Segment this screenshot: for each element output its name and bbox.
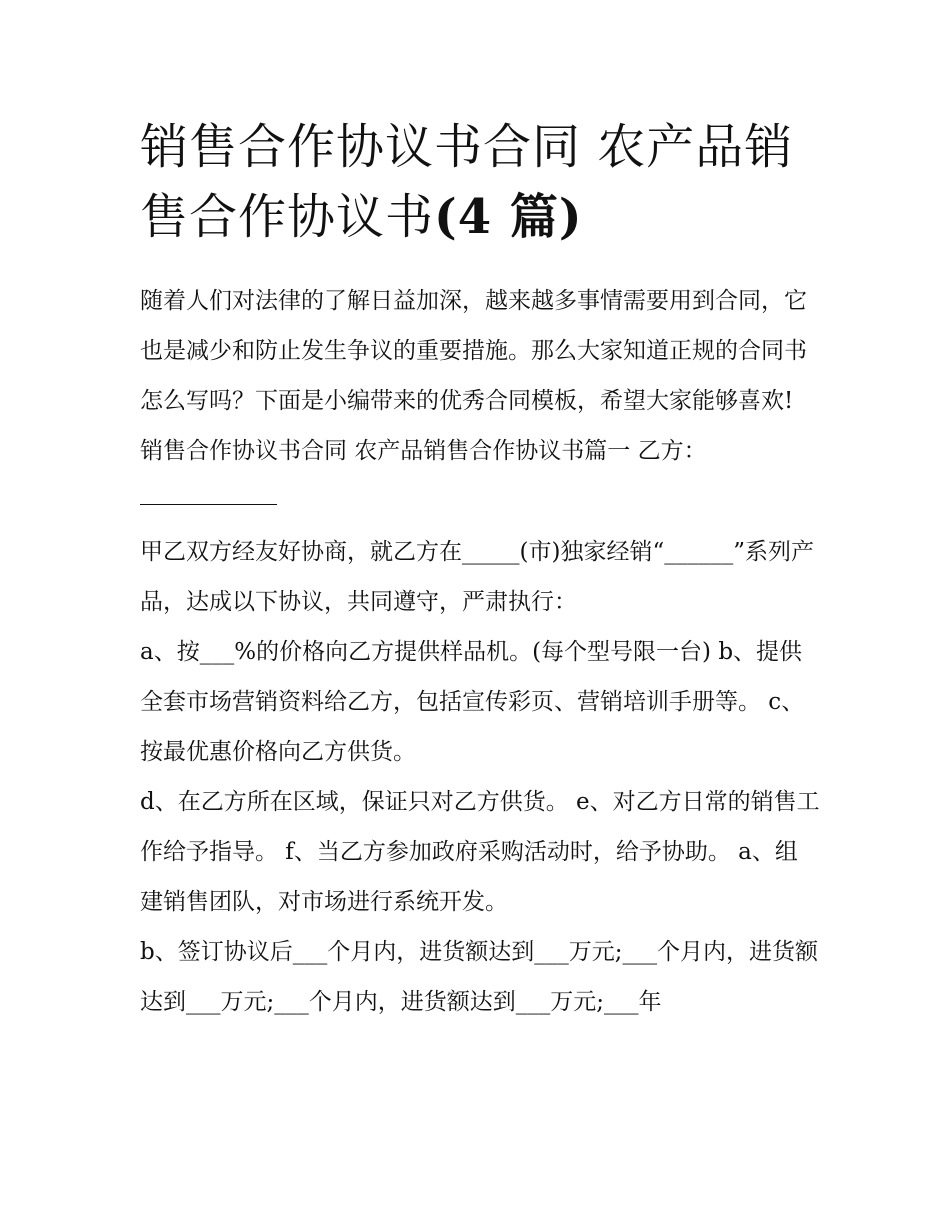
title-count: (4 篇) xyxy=(434,189,583,245)
section-heading: 销售合作协议书合同 农产品销售合作协议书篇一 乙方： xyxy=(140,438,707,464)
document-body xyxy=(140,276,820,1027)
fill-in-blank-line xyxy=(140,476,277,505)
document-title xyxy=(140,112,830,252)
intro-paragraph: 随着人们对法律的了解日益加深，越来越多事情需要用到合同，它也是减少和防止发生争议的重要措施。那么大家知道正规的合同书怎么写吗？下面是小编带来的优秀合同模板，希望大家能够喜欢! xyxy=(140,288,807,414)
title-main: 销售合作协议书合同 农产品销售合作协议书 xyxy=(140,119,794,245)
agreement-paragraph-4: b、签订协议后___个月内，进货额达到___万元;___个月内，进货额达到___万元;___个月内，进货额达到___万元;___年 xyxy=(140,939,818,1015)
agreement-paragraph-1: 甲乙双方经友好协商，就乙方在_____(市)独家经销“______”系列产品，达成以下协议，共同遵守，严肃执行： xyxy=(140,539,814,615)
agreement-paragraph-2: a、按___%的价格向乙方提供样品机。(每个型号限一台) b、提供全套市场营销资料给乙方，包括宣传彩页、营销培训手册等。 c、按最优惠价格向乙方供货。 xyxy=(140,639,805,765)
agreement-paragraph-3: d、在乙方所在区域，保证只对乙方供货。 e、对乙方日常的销售工作给予指导。 f、当乙方参加政府采购活动时，给予协助。 a、组建销售团队，对市场进行系统开发。 xyxy=(140,789,820,915)
